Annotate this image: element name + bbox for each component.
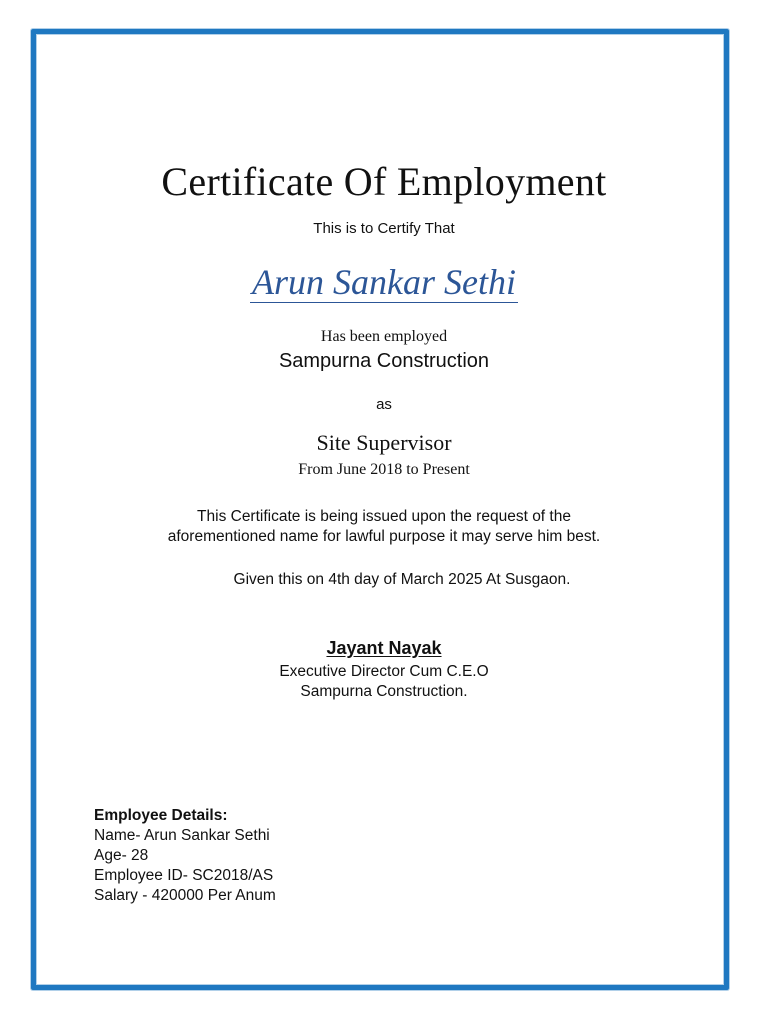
employee-detail-salary: Salary - 420000 Per Anum: [94, 887, 276, 904]
job-position: Site Supervisor: [316, 430, 452, 455]
signatory-role: [0, 662, 768, 702]
purpose-line-1: This Certificate is being issued upon the request of the: [197, 508, 571, 525]
employee-details-heading: Employee Details:: [94, 807, 228, 824]
signatory-title: Executive Director Cum C.E.O: [279, 663, 489, 680]
company-name: Sampurna Construction: [278, 350, 490, 372]
signatory-block: [0, 638, 768, 659]
as-word: as: [376, 396, 392, 413]
purpose-statement: [0, 507, 768, 547]
signatory-company: Sampurna Construction.: [300, 683, 468, 700]
employee-details: [94, 806, 276, 906]
employee-name: Arun Sankar Sethi: [252, 262, 516, 302]
employed-line: Has been employed: [320, 328, 448, 345]
purpose-line-2: aforementioned name for lawful purpose it may serve him best.: [167, 528, 601, 545]
certificate-title: Certificate Of Employment: [161, 159, 607, 204]
given-line: Given this on 4th day of March 2025 At Susgaon.: [233, 571, 571, 588]
employee-name-block: [0, 262, 768, 303]
certify-line: This is to Certify That: [313, 220, 455, 237]
signatory-name: Jayant Nayak: [326, 638, 442, 658]
employee-detail-id: Employee ID- SC2018/AS: [94, 867, 274, 884]
employee-detail-name: Name- Arun Sankar Sethi: [94, 827, 270, 844]
employee-detail-age: Age- 28: [94, 847, 149, 864]
employment-period: From June 2018 to Present: [298, 461, 470, 478]
